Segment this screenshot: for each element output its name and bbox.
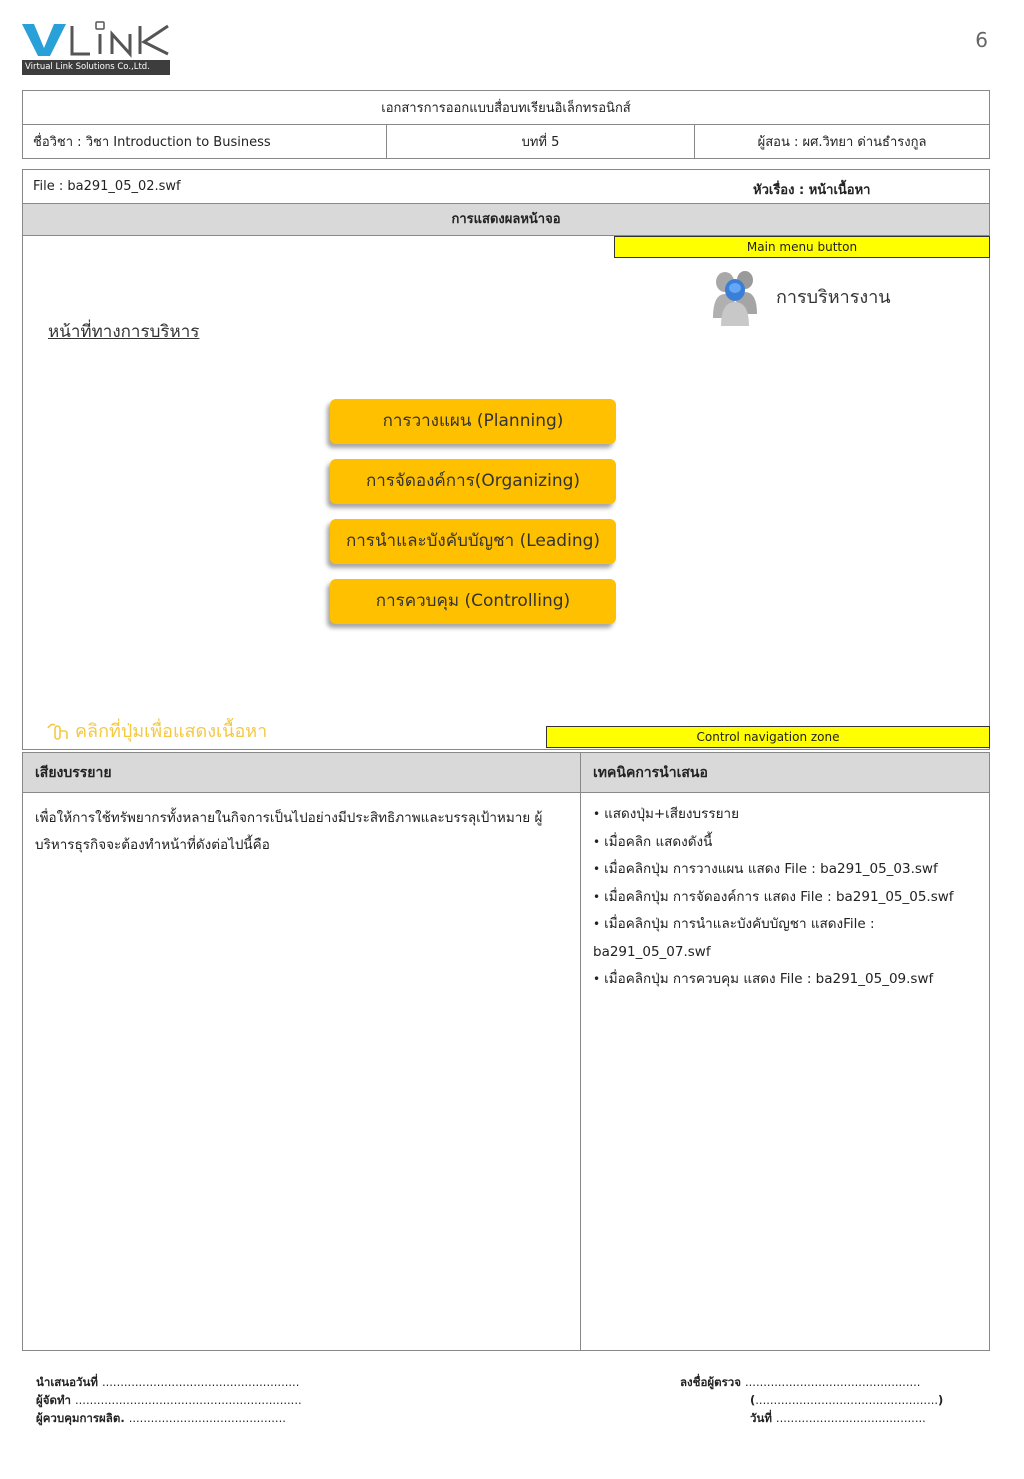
subject-cell: ชื่อวิชา : วิชา Introduction to Business (23, 125, 387, 159)
reviewer-signature-line: ลงชื่อผู้ตรวจ ................................................ (680, 1375, 921, 1389)
reviewer-name-line: (..................................................) (750, 1393, 944, 1407)
vlink-wordmark-icon (22, 18, 172, 58)
technique-item: • เมื่อคลิกปุ่ม การนำและบังคับบัญชา แสดงFile : ba291_05_07.swf (593, 916, 875, 960)
file-name: File : ba291_05_02.swf (33, 179, 181, 194)
file-row (23, 170, 989, 204)
technique-item: • เมื่อคลิก แสดงดังนี้ (593, 833, 713, 850)
technique-item: • เมื่อคลิกปุ่ม การวางแผน แสดง File : ba291_05_03.swf (593, 861, 938, 877)
narration-header: เสียงบรรยาย (23, 753, 580, 793)
control-navigation-zone-label: Control navigation zone (546, 726, 990, 748)
review-date-line: วันที่ ......................................... (750, 1411, 926, 1425)
people-group-icon[interactable] (711, 268, 759, 326)
click-hint-text: คลิกที่ปุ่มเพื่อแสดงเนื้อหา (75, 721, 268, 742)
controlling-button[interactable]: การควบคุม (Controlling) (330, 579, 616, 624)
chapter-cell: บทที่ 5 (387, 125, 695, 159)
document-title: เอกสารการออกแบบสื่อบทเรียนอิเล็กทรอนิกส์ (23, 91, 990, 125)
technique-item: • เมื่อคลิกปุ่ม การจัดองค์การ แสดง File : ba291_05_05.swf (593, 888, 954, 905)
technique-header: เทคนิคการนำเสนอ (581, 753, 989, 793)
planning-button[interactable]: การวางแผน (Planning) (330, 399, 616, 444)
column-divider (580, 753, 581, 1350)
pointing-hand-icon (45, 720, 69, 742)
footer-left (36, 1373, 302, 1427)
footer-right (680, 1373, 943, 1427)
logo-tagline: Virtual Link Solutions Co.,Ltd. (22, 60, 170, 75)
organizing-button[interactable]: การจัดองค์การ(Organizing) (330, 459, 616, 504)
technique-item: • เมื่อคลิกปุ่ม การควบคุม แสดง File : ba291_05_09.swf (593, 971, 934, 987)
technique-list (593, 801, 988, 994)
screen-display-panel (22, 169, 990, 750)
details-panel (22, 752, 990, 1351)
topic-label: หัวเรื่อง : หน้าเนื้อหา (753, 183, 871, 198)
main-menu-button-label: Main menu button (614, 236, 990, 258)
display-section-header: การแสดงผลหน้าจอ (23, 204, 989, 236)
page-heading: หน้าที่ทางการบริหาร (48, 322, 200, 342)
producer-line: ผู้จัดทำ .............................................................. (36, 1393, 302, 1407)
instructor-cell: ผู้สอน : ผศ.วิทยา ด่านธำรงกูล (695, 125, 990, 159)
document-header-table (22, 90, 990, 159)
presented-date-line: นำเสนอวันที่ ...................................................... (36, 1375, 300, 1389)
page-number: 6 (975, 28, 988, 52)
click-hint (45, 716, 267, 745)
narration-text: เพื่อให้การใช้ทรัพยากรทั้งหลายในกิจการเป็นไปอย่างมีประสิทธิภาพและบรรลุเป้าหมาย ผู้บริหารธุรกิจจะต้องทำหน้าที่ดังต่อไปนี้คือ (35, 810, 543, 853)
technique-item: • แสดงปุ่ม+เสียงบรรยาย (593, 806, 739, 822)
leading-button[interactable]: การนำและบังคับบัญชา (Leading) (330, 519, 616, 564)
production-controller-line: ผู้ควบคุมการผลิต. ........................................... (36, 1411, 286, 1425)
main-menu-text[interactable]: การบริหารงาน (776, 287, 891, 308)
vlink-logo (22, 18, 172, 76)
